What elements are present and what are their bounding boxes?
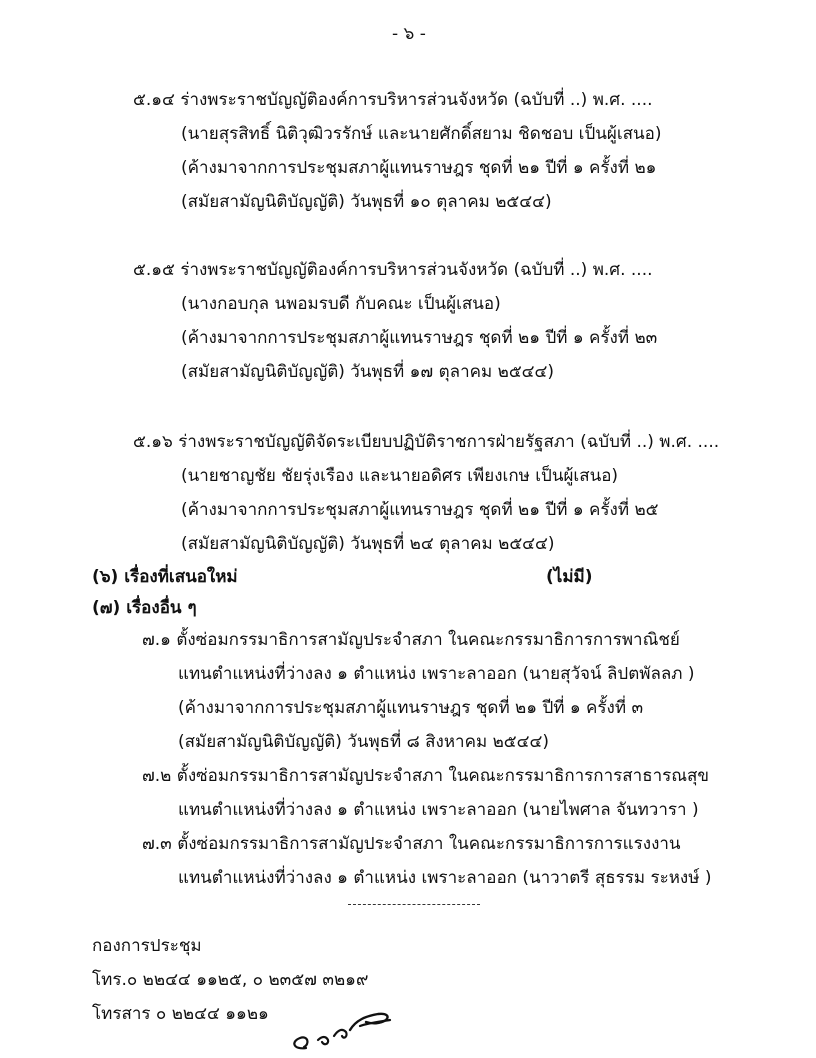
office-name: กองการประชุม	[92, 936, 202, 956]
item-heading: ๗.๑ ตั้งซ่อมกรรมาธิการสามัญประจำสภา ในคณะกรรมาธิการการพาณิชย์	[142, 630, 680, 650]
item-heading: ๗.๓ ตั้งซ่อมกรรมาธิการสามัญประจำสภา ในคณะกรรมาธิการการแรงงาน	[142, 834, 681, 854]
item-pending-from: (ค้างมาจากการประชุมสภาผู้แทนราษฎร ชุดที่ ๒๑ ปีที่ ๑ ครั้งที่ ๓	[178, 698, 644, 718]
item-pending-from: (ค้างมาจากการประชุมสภาผู้แทนราษฎร ชุดที่ ๒๑ ปีที่ ๑ ครั้งที่ ๒๑	[181, 158, 657, 178]
item-proposer: (นายสุรสิทธิ์ นิติวุฒิวรรักษ์ และนายศักดิ์สยาม ชิดชอบ เป็นผู้เสนอ)	[181, 124, 662, 144]
phone-numbers: โทร.๐ ๒๒๔๔ ๑๑๒๕, ๐ ๒๓๕๗ ๓๒๑๙	[92, 970, 369, 990]
item-heading: ๕.๑๖ ร่างพระราชบัญญัติจัดระเบียบปฏิบัติราชการฝ่ายรัฐสภา (ฉบับที่ ..) พ.ศ. ....	[133, 432, 720, 452]
item-session-date: (สมัยสามัญนิติบัญญัติ) วันพุธที่ ๑๐ ตุลาคม ๒๕๔๔)	[181, 192, 552, 212]
item-heading: ๗.๒ ตั้งซ่อมกรรมาธิการสามัญประจำสภา ในคณะกรรมาธิการการสาธารณสุข	[142, 766, 710, 786]
item-pending-from: (ค้างมาจากการประชุมสภาผู้แทนราษฎร ชุดที่ ๒๑ ปีที่ ๑ ครั้งที่ ๒๓	[181, 328, 658, 348]
item-detail: แทนตำแหน่งที่ว่างลง ๑ ตำแหน่ง เพราะลาออก (นาวาตรี สุธรรม ระหงษ์ )	[178, 868, 712, 888]
handwritten-signature	[282, 1006, 394, 1056]
item-detail: แทนตำแหน่งที่ว่างลง ๑ ตำแหน่ง เพราะลาออก (นายสุวัจน์ ลิปตพัลลภ )	[178, 664, 695, 684]
fax-number: โทรสาร ๐ ๒๒๔๔ ๑๑๒๑	[92, 1004, 269, 1024]
item-heading: ๕.๑๕ ร่างพระราชบัญญัติองค์การบริหารส่วนจังหวัด (ฉบับที่ ..) พ.ศ. ....	[133, 260, 653, 280]
divider	[348, 904, 480, 905]
item-heading: ๕.๑๔ ร่างพระราชบัญญัติองค์การบริหารส่วนจังหวัด (ฉบับที่ ..) พ.ศ. ....	[133, 90, 653, 110]
item-detail: แทนตำแหน่งที่ว่างลง ๑ ตำแหน่ง เพราะลาออก (นายไพศาล จันทวารา )	[178, 800, 699, 820]
item-session-date: (สมัยสามัญนิติบัญญัติ) วันพุธที่ ๘ สิงหาคม ๒๕๔๔)	[178, 732, 550, 752]
item-proposer: (นายชาญชัย ชัยรุ่งเรือง และนายอดิศร เพียงเกษ เป็นผู้เสนอ)	[181, 466, 619, 486]
item-session-date: (สมัยสามัญนิติบัญญัติ) วันพุธที่ ๒๔ ตุลาคม ๒๕๔๔)	[181, 534, 555, 554]
page-number: - ๖ -	[392, 24, 426, 44]
section-heading: (๗) เรื่องอื่น ๆ	[92, 598, 197, 618]
item-proposer: (นางกอบกุล นพอมรบดี กับคณะ เป็นผู้เสนอ)	[181, 294, 501, 314]
section-heading: (๖) เรื่องที่เสนอใหม่	[92, 567, 238, 587]
section-note: (ไม่มี)	[546, 567, 593, 587]
item-session-date: (สมัยสามัญนิติบัญญัติ) วันพุธที่ ๑๗ ตุลาคม ๒๕๔๔)	[181, 362, 555, 382]
item-pending-from: (ค้างมาจากการประชุมสภาผู้แทนราษฎร ชุดที่ ๒๑ ปีที่ ๑ ครั้งที่ ๒๕	[181, 500, 659, 520]
